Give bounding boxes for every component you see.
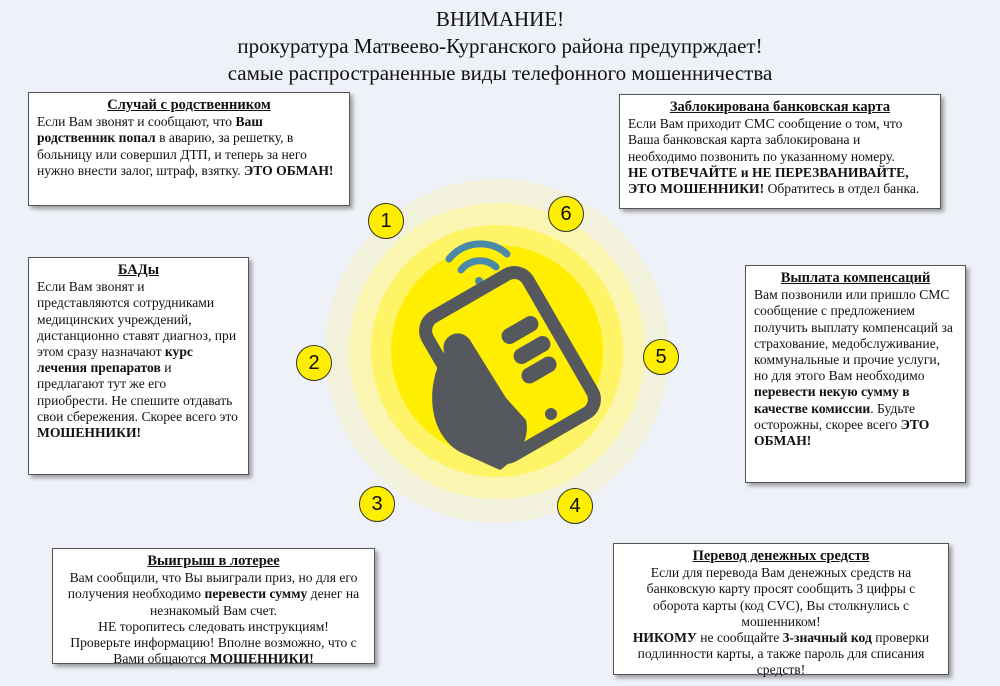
card-lottery-t2: денег на незнакомый Вам счет. (149, 586, 360, 618)
badge-6: 6 (548, 196, 584, 232)
card-transfer-b2: 3-значный код (782, 630, 872, 646)
card-transfer-t3: проверки подлинности карты, а также пароль для списания средств! (637, 630, 930, 678)
card-supplements-t1: Если Вам звонят и представляются сотрудниками медицинских учреждений, дистанционно ставят диагноз, при этом сразу назначают (37, 279, 237, 360)
card-supplements-text (37, 279, 240, 441)
card-supplements (28, 257, 249, 475)
card-blocked-title: Заблокирована банковская карта (669, 99, 891, 115)
card-lottery-title: Выигрыш в лотерее (147, 553, 280, 569)
card-compensation-title: Выплата компенсаций (780, 270, 931, 286)
card-lottery-t3: НЕ торопитесь следовать инструкциям! (98, 618, 329, 634)
badge-5: 5 (643, 339, 679, 375)
card-blocked-t2: Обратитесь в отдел банка. (764, 181, 920, 197)
card-relative-title: Случай с родственником (107, 97, 271, 113)
card-lottery-b1: перевести сумму (204, 586, 308, 602)
card-supplements-b1: курс лечения препаратов (37, 344, 193, 376)
card-blocked-text (628, 116, 932, 197)
card-relative-t1: Если Вам звонят и сообщают, что (37, 114, 236, 130)
card-transfer (613, 543, 949, 678)
badge-4: 4 (557, 488, 593, 524)
card-blocked-b1: НЕ ОТВЕЧАЙТЕ и НЕ ПЕРЕЗВАНИВАЙТЕ, ЭТО МОШЕННИКИ! (628, 164, 909, 197)
card-transfer-title: Перевод денежных средств (692, 548, 870, 564)
card-transfer-text (622, 565, 940, 678)
card-blocked (619, 94, 941, 209)
card-compensation-b2: ЭТО ОБМАН! (754, 416, 930, 449)
card-transfer-t1: Если для перевода Вам денежных средств на банковскую карту просят сообщить 3 цифры с оборота карты (код CVC), Вы столкнулись с мошенником! (646, 565, 916, 629)
card-transfer-b1: НИКОМУ (632, 630, 697, 646)
card-transfer-t2: не сообщайте (696, 630, 783, 646)
card-compensation-text (754, 287, 957, 449)
card-lottery-t1: Вам сообщили, что Вы выиграли приз, но для его получения необходимо (67, 570, 358, 602)
header-warning: ВНИМАНИЕ! (435, 7, 565, 31)
card-lottery-b2: МОШЕННИКИ! (209, 651, 314, 667)
badge-2: 2 (296, 345, 332, 381)
card-relative-b2: ЭТО ОБМАН! (244, 162, 334, 178)
card-relative (28, 92, 350, 206)
card-relative-t2: в аварию, за решетку, в больницу или совершил ДТП, и теперь за него нужно внести залог, штраф, взятку. (37, 130, 307, 178)
card-lottery-text (61, 570, 366, 667)
header-subtitle: прокуратура Матвеево-Курганского района предупрждает! (237, 34, 763, 58)
card-relative-text (37, 114, 341, 179)
card-compensation-b1: перевести некую сумму в качестве комиссии (754, 384, 910, 416)
card-compensation-t2: . Будьте осторожны, скорее всего (754, 400, 916, 432)
card-supplements-t2: и предлагают тут же его приобрести. Не спешите отдавать свои сбережения. Скорее всего это (37, 360, 238, 424)
card-compensation-t1: Вам позвонили или пришло СМС сообщение с предложением получить выплату компенсаций за страхование, медобслуживание, коммунальные и прочие услуги, но для этого Вам необходимо (754, 287, 953, 384)
card-lottery (52, 548, 375, 667)
card-compensation (745, 265, 966, 483)
card-relative-b1: Ваш родственник попал (37, 114, 263, 146)
card-supplements-b2: МОШЕННИКИ! (37, 425, 142, 441)
header-topic: самые распространенные виды телефонного мошенничества (227, 61, 773, 85)
card-supplements-title: БАДы (117, 262, 160, 278)
badge-1: 1 (368, 203, 404, 239)
card-blocked-t1: Если Вам приходит СМС сообщение о том, что Ваша банковская карта заблокирована и необходимо позвонить по указанному номеру. (628, 116, 903, 164)
badge-3: 3 (359, 486, 395, 522)
card-lottery-t4: Проверьте информацию! Вполне возможно, что с Вами общаются (70, 635, 357, 667)
